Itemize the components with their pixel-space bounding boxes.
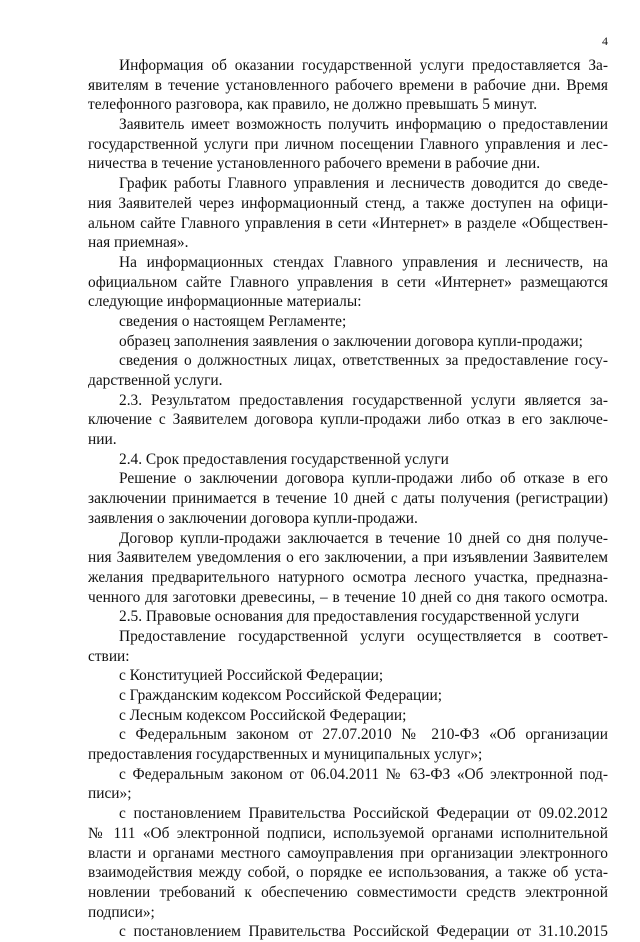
text-line: ничества в течение установленного рабочего времени в рабочие дни. [88, 155, 541, 173]
text-line: с Гражданским кодексом Российской Федерации; [119, 687, 442, 704]
text-line: ключение с Заявителем договора купли-продажи либо отказ в его заключе- [88, 411, 608, 429]
text-line: дарственной услуги. [88, 372, 223, 389]
text-line: Заявитель имеет возможность получить информацию о предоставлении [119, 116, 608, 134]
text-line: График работы Главного управления и лесничеств доводится до сведе- [119, 175, 608, 193]
text-line: власти и органами местного самоуправления при организации электронного [88, 844, 608, 862]
text-line: с Федеральным законом от 06.04.2011 № 63-ФЗ «Об электронной под- [119, 765, 608, 783]
text-line: 2.5. Правовые основания для предоставления государственной услуги [119, 608, 580, 626]
text-line: нии. [88, 431, 117, 449]
text-line: с Конституцией Российской Федерации; [119, 667, 384, 685]
text-line: сведения о настоящем Регламенте; [119, 312, 347, 330]
text-line: ния Заявителем уведомления о его заключении, а при изъявлении Заявителем [88, 549, 608, 567]
text-line: телефонного разговора, как правило, не должно превышать 5 минут. [88, 96, 538, 114]
text-line: желания предварительного натурного осмотра лесного участка, предназна- [88, 568, 608, 586]
text-line: с Федеральным законом от 27.07.2010 № 210-ФЗ «Об организации [119, 726, 608, 744]
text-line: заключении принимается в течение 10 дней с даты получения (регистрации) [88, 490, 608, 508]
text-line: взаимодействия между собой, о порядке ее использования, а также об уста- [88, 864, 608, 882]
page-number: 4 [602, 34, 608, 48]
text-line: ная приемная». [88, 234, 189, 252]
text-line: следующие информационные материалы: [88, 293, 362, 311]
text-line: предоставления государственных и муниципальных услуг»; [88, 746, 483, 764]
text-line: государственной услуги при личном посещении Главного управления и лес- [88, 135, 608, 153]
text-line: альном сайте Главного управления в сети «Интернет» в разделе «Обществен- [88, 214, 608, 232]
text-line: На информационных стендах Главного управления и лесничеств, на [119, 253, 608, 271]
text-line: подписи»; [88, 903, 155, 921]
text-line: с постановлением Правительства Российской Федерации от 31.10.2015 [119, 923, 608, 941]
text-line: с Лесным кодексом Российской Федерации; [119, 706, 407, 724]
document-body [88, 56, 608, 942]
text-line: 2.4. Срок предоставления государственной услуги [119, 450, 449, 468]
text-line: Предоставление государственной услуги осуществляется в соответ- [119, 627, 608, 645]
text-line: ствии: [88, 647, 130, 665]
text-line: Договор купли-продажи заключается в течение 10 дней со дня получе- [119, 529, 608, 547]
text-line: сведения о должностных лицах, ответственных за предоставление госу- [119, 352, 608, 370]
text-line: явителям в течение установленного рабочего времени в рабочие дни. Время [88, 76, 608, 94]
text-line: образец заполнения заявления о заключении договора купли-продажи; [119, 332, 583, 350]
text-line: заявления о заключении договора купли-продажи. [88, 509, 418, 527]
text-line: ния Заявителей через информационный стенд, а также доступен на офици- [88, 194, 608, 212]
text-line: официальном сайте Главного управления в сети «Интернет» размещаются [88, 273, 608, 291]
text-line: с постановлением Правительства Российской Федерации от 09.02.2012 [119, 805, 608, 823]
text-line: № 111 «Об электронной подписи, используемой органами исполнительной [88, 824, 608, 842]
text-line: Решение о заключении договора купли-продажи либо об отказе в его [119, 470, 608, 488]
text-line: новлении требований к обеспечению совместимости средств электронной [88, 883, 608, 901]
text-line: писи»; [88, 785, 132, 803]
text-line: Информация об оказании государственной услуги предоставляется За- [119, 57, 608, 74]
text-line: 2.3. Результатом предоставления государственной услуги является за- [119, 391, 608, 409]
text-line: ченного для заготовки древесины, – в течение 10 дней со дня такого осмотра. [88, 588, 608, 606]
